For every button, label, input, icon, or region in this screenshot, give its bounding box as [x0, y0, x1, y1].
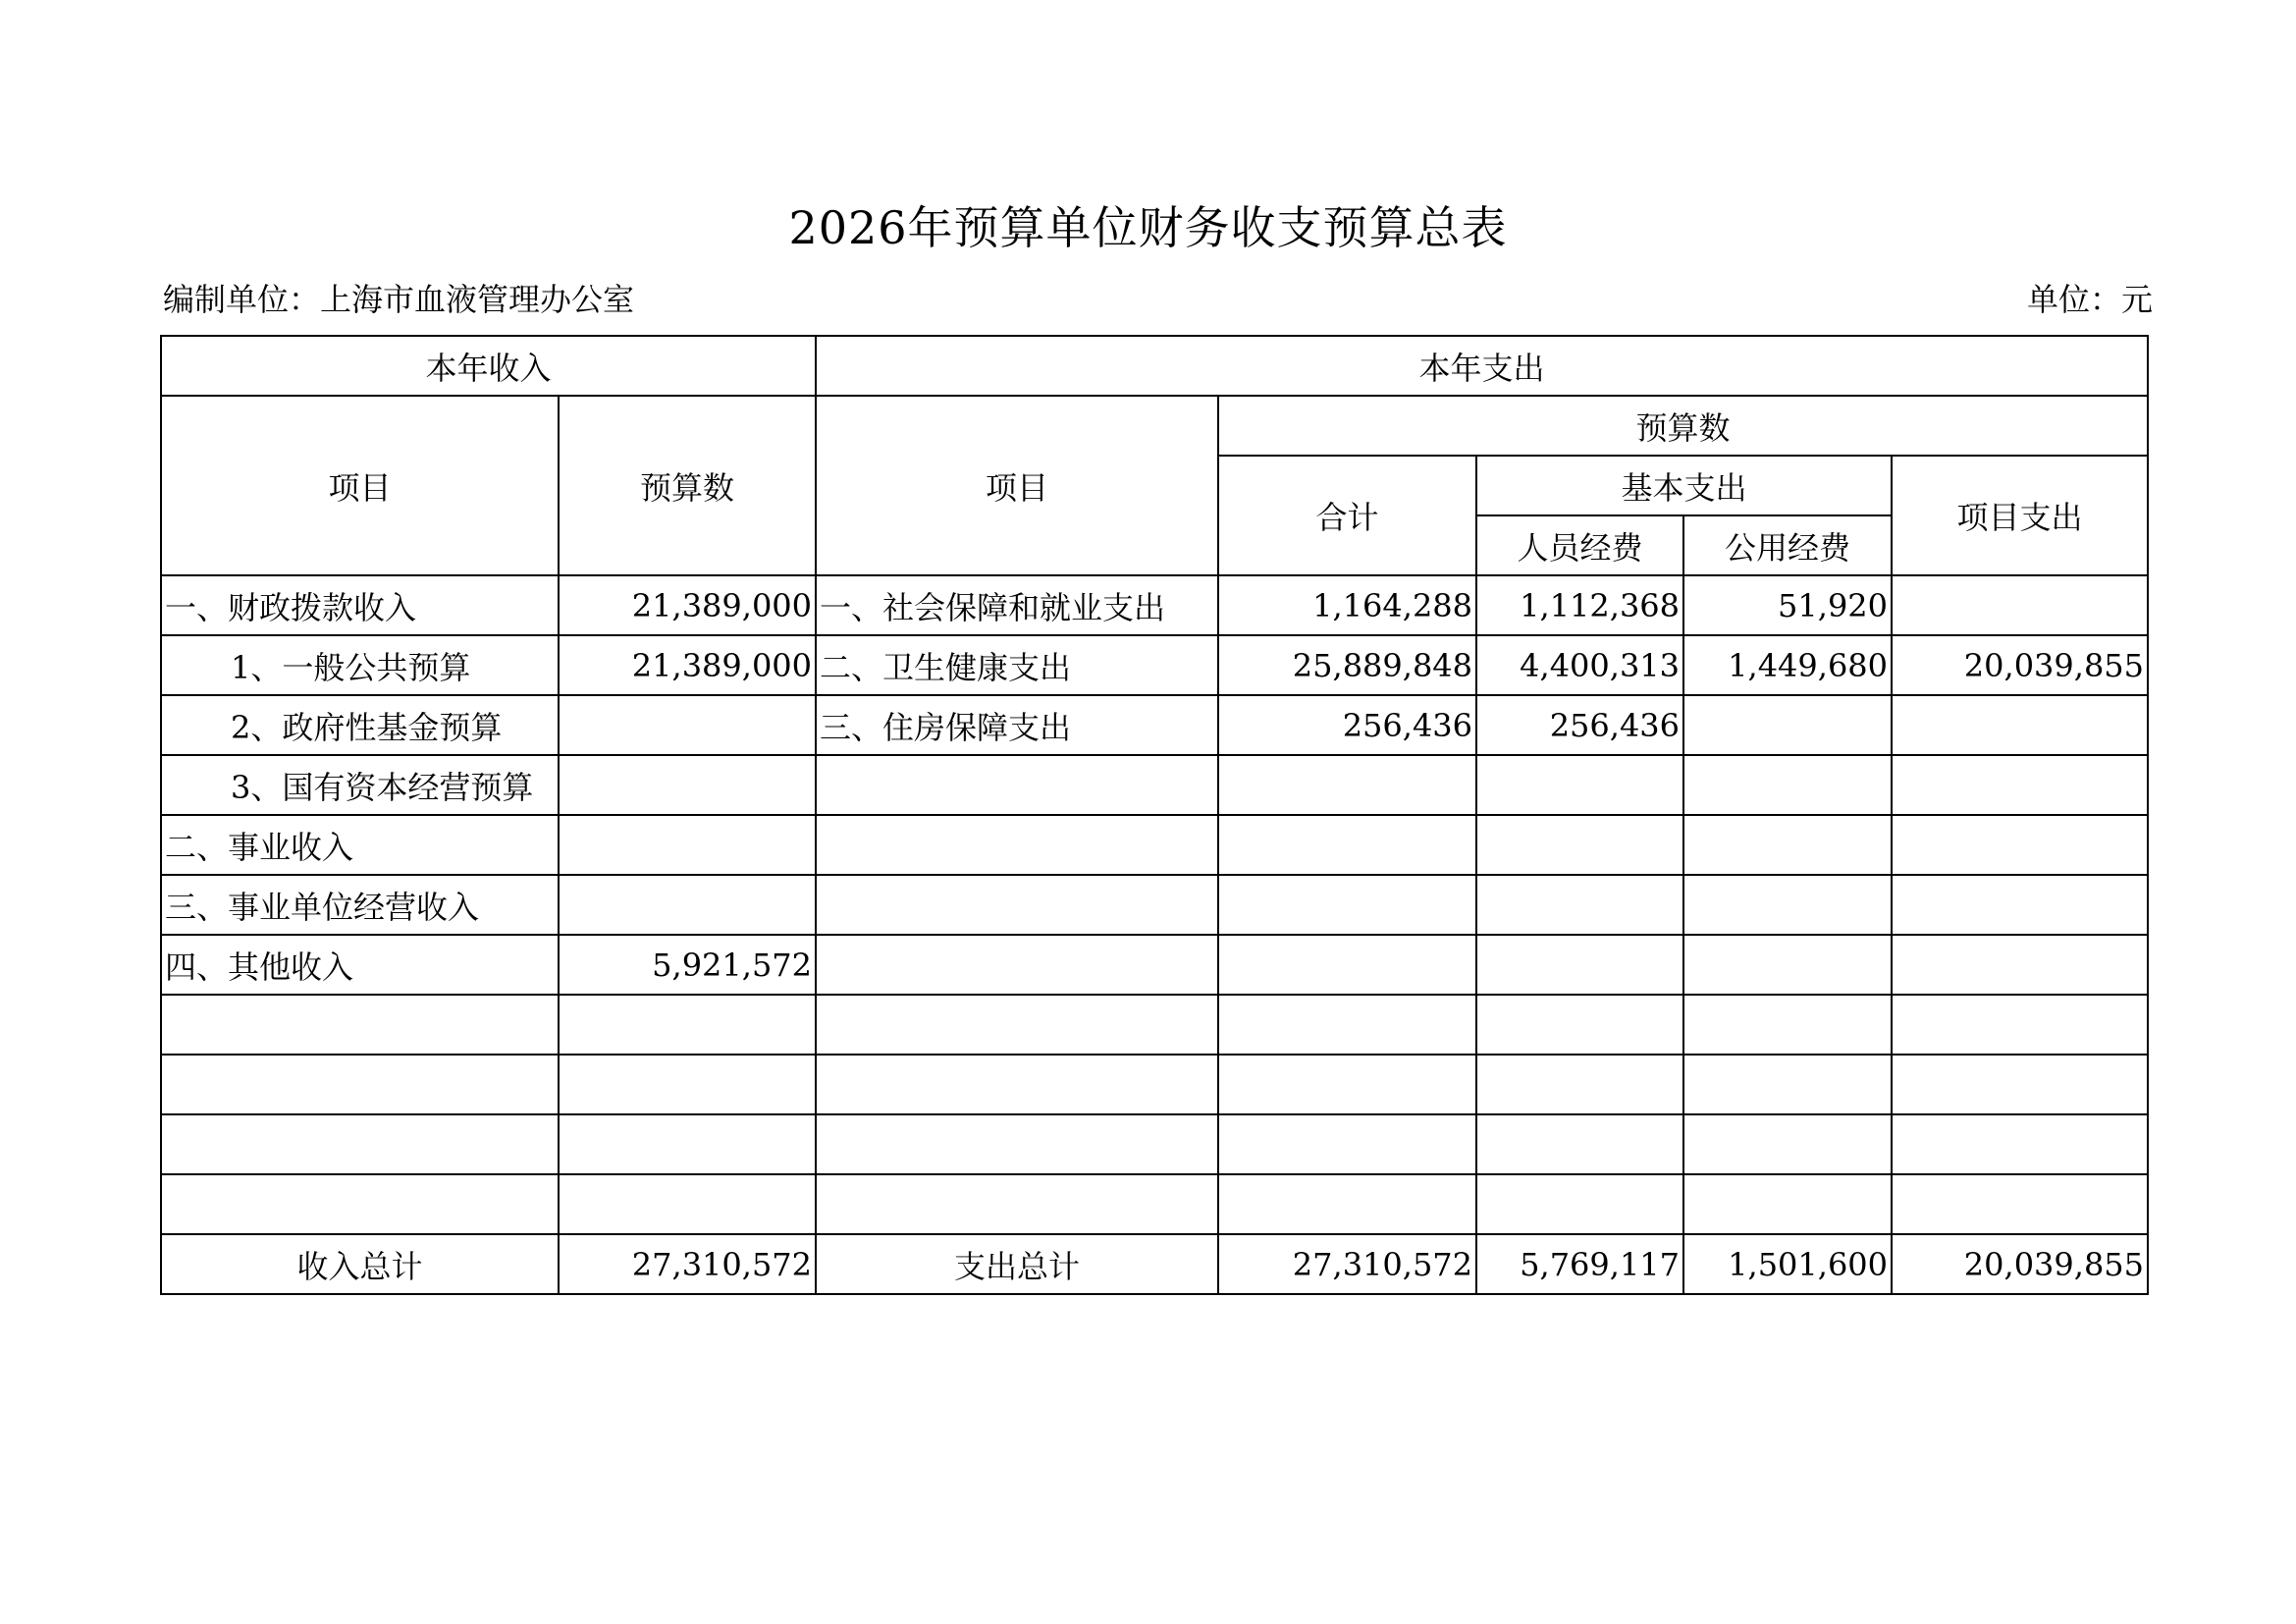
income-value-cell — [559, 755, 816, 815]
personnel-cell: 4,400,313 — [1476, 635, 1683, 695]
income-total-value: 27,310,572 — [559, 1234, 816, 1294]
income-item-cell: 2、政府性基金预算 — [161, 695, 559, 755]
expense-header: 本年支出 — [816, 336, 2148, 396]
expense-total-cell — [1218, 1114, 1476, 1174]
project-cell — [1892, 695, 2148, 755]
table-row — [161, 695, 2148, 755]
project-cell — [1892, 995, 2148, 1055]
personnel-cell — [1476, 1055, 1683, 1114]
public-cell — [1683, 1114, 1892, 1174]
project-cell — [1892, 875, 2148, 935]
public-header: 公用经费 — [1683, 515, 1892, 575]
expense-item-cell: 三、住房保障支出 — [816, 695, 1218, 755]
table-row — [161, 1055, 2148, 1114]
basic-expense-header: 基本支出 — [1476, 456, 1892, 515]
project-cell: 20,039,855 — [1892, 635, 2148, 695]
public-cell: 1,449,680 — [1683, 635, 1892, 695]
income-item-cell: 1、一般公共预算 — [161, 635, 559, 695]
income-value-cell — [559, 1114, 816, 1174]
total-header: 合计 — [1218, 456, 1476, 575]
public-cell — [1683, 935, 1892, 995]
income-item-cell: 3、国有资本经营预算 — [161, 755, 559, 815]
header-row-2 — [161, 396, 2148, 456]
personnel-cell — [1476, 755, 1683, 815]
public-cell — [1683, 815, 1892, 875]
income-value-cell: 21,389,000 — [559, 575, 816, 635]
expense-total-cell — [1218, 1055, 1476, 1114]
public-cell — [1683, 1174, 1892, 1234]
project-cell — [1892, 575, 2148, 635]
personnel-cell: 1,112,368 — [1476, 575, 1683, 635]
expense-item-cell — [816, 1114, 1218, 1174]
income-value-cell — [559, 695, 816, 755]
expense-total-cell: 1,164,288 — [1218, 575, 1476, 635]
public-cell — [1683, 995, 1892, 1055]
expense-total-cell — [1218, 1174, 1476, 1234]
header-row-1 — [161, 336, 2148, 396]
personnel-cell — [1476, 1174, 1683, 1234]
public-cell — [1683, 695, 1892, 755]
expense-total-cell — [1218, 935, 1476, 995]
project-cell — [1892, 1055, 2148, 1114]
budget-table — [160, 335, 2149, 1295]
expense-item-cell: 二、卫生健康支出 — [816, 635, 1218, 695]
table-row — [161, 755, 2148, 815]
expense-grand-total: 27,310,572 — [1218, 1234, 1476, 1294]
project-expense-header: 项目支出 — [1892, 456, 2148, 575]
public-cell: 51,920 — [1683, 575, 1892, 635]
page-title: 2026年预算单位财务收支预算总表 — [788, 201, 1508, 254]
income-value-cell — [559, 1055, 816, 1114]
income-header: 本年收入 — [161, 336, 816, 396]
income-item-cell — [161, 1055, 559, 1114]
income-item-cell — [161, 1114, 559, 1174]
income-value-cell — [559, 1174, 816, 1234]
expense-item-header: 项目 — [816, 396, 1218, 575]
income-item-header: 项目 — [161, 396, 559, 575]
expense-budget-header: 预算数 — [1218, 396, 2148, 456]
income-value-cell — [559, 815, 816, 875]
income-total-label: 收入总计 — [161, 1234, 559, 1294]
personnel-cell — [1476, 1114, 1683, 1174]
expense-total-label: 支出总计 — [816, 1234, 1218, 1294]
expense-item-cell — [816, 1174, 1218, 1234]
project-total: 20,039,855 — [1892, 1234, 2148, 1294]
project-cell — [1892, 755, 2148, 815]
income-item-cell: 一、财政拨款收入 — [161, 575, 559, 635]
expense-item-cell — [816, 875, 1218, 935]
expense-total-cell — [1218, 815, 1476, 875]
expense-total-cell — [1218, 875, 1476, 935]
public-total: 1,501,600 — [1683, 1234, 1892, 1294]
unit-label: 单位：元 — [2026, 281, 2153, 318]
income-value-cell — [559, 875, 816, 935]
table-row — [161, 575, 2148, 635]
table-row — [161, 995, 2148, 1055]
income-item-cell: 二、事业收入 — [161, 815, 559, 875]
expense-total-cell: 25,889,848 — [1218, 635, 1476, 695]
income-item-cell: 三、事业单位经营收入 — [161, 875, 559, 935]
table-row — [161, 635, 2148, 695]
personnel-header: 人员经费 — [1476, 515, 1683, 575]
income-item-cell — [161, 995, 559, 1055]
personnel-cell — [1476, 815, 1683, 875]
totals-row — [161, 1234, 2148, 1294]
expense-total-cell — [1218, 755, 1476, 815]
table-row — [161, 875, 2148, 935]
table-row — [161, 1174, 2148, 1234]
public-cell — [1683, 875, 1892, 935]
income-item-cell: 四、其他收入 — [161, 935, 559, 995]
table-row — [161, 935, 2148, 995]
project-cell — [1892, 1114, 2148, 1174]
personnel-cell — [1476, 995, 1683, 1055]
income-budget-header: 预算数 — [559, 396, 816, 575]
personnel-total: 5,769,117 — [1476, 1234, 1683, 1294]
income-value-cell: 5,921,572 — [559, 935, 816, 995]
expense-item-cell — [816, 995, 1218, 1055]
expense-item-cell — [816, 935, 1218, 995]
expense-item-cell — [816, 815, 1218, 875]
project-cell — [1892, 935, 2148, 995]
expense-item-cell — [816, 755, 1218, 815]
public-cell — [1683, 1055, 1892, 1114]
organization-label: 编制单位：上海市血液管理办公室 — [163, 281, 635, 318]
expense-total-cell: 256,436 — [1218, 695, 1476, 755]
expense-total-cell — [1218, 995, 1476, 1055]
table-row — [161, 815, 2148, 875]
table-row — [161, 1114, 2148, 1174]
public-cell — [1683, 755, 1892, 815]
personnel-cell — [1476, 935, 1683, 995]
expense-item-cell — [816, 1055, 1218, 1114]
income-value-cell — [559, 995, 816, 1055]
personnel-cell: 256,436 — [1476, 695, 1683, 755]
income-value-cell: 21,389,000 — [559, 635, 816, 695]
project-cell — [1892, 1174, 2148, 1234]
personnel-cell — [1476, 875, 1683, 935]
project-cell — [1892, 815, 2148, 875]
income-item-cell — [161, 1174, 559, 1234]
expense-item-cell: 一、社会保障和就业支出 — [816, 575, 1218, 635]
